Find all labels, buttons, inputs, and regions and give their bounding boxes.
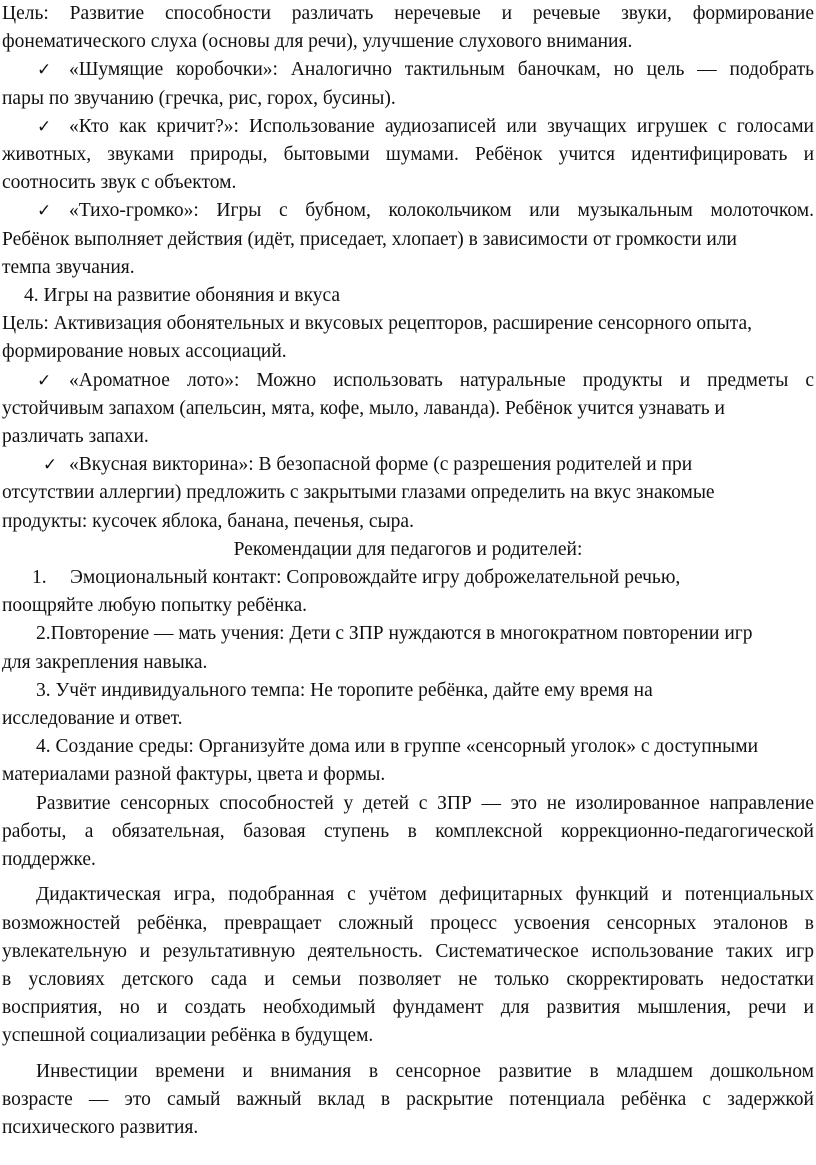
text-line: Дидактическая игра, подобранная с учётом дефицитарных функций и потенциальных — [36, 884, 814, 906]
text-line: «Тихо-громко»: Игры с бубном, колокольчиком или музыкальным молоточком. — [69, 200, 814, 222]
text-line: 4. Создание среды: Организуйте дома или в группе «сенсорный уголок» с доступными — [36, 736, 759, 758]
text-line: поддержке. — [2, 849, 96, 871]
text-line: Эмоциональный контакт: Сопровождайте игру доброжелательной речью, — [70, 567, 681, 589]
text-line: восприятия, но и создать необходимый фундамент для развития мышления, речи и — [2, 997, 814, 1019]
bullet-item — [2, 367, 814, 452]
text-line: в условиях детского сада и семьи позволяет не только скорректировать недостатки — [2, 968, 814, 990]
text-line: Развитие сенсорных способностей у детей с ЗПР — это не изолированное направление — [36, 792, 814, 814]
bullet-item — [2, 197, 814, 282]
conclusion-paragraph — [2, 1058, 814, 1143]
bullet-item — [2, 56, 814, 112]
text-line: Инвестиции времени и внимания в сенсорное развитие в младшем дошкольном — [36, 1060, 814, 1082]
text-line: работы, а обязательная, базовая ступень в комплексной коррекционно-педагогической — [2, 820, 814, 842]
checkmark-icon: ✓ — [37, 116, 52, 137]
text-line: Цель: Развитие способности различать неречевые и речевые звуки, формирование — [2, 3, 814, 24]
text-line: отсутствии аллергии) предложить с закрытыми глазами определить на вкус знакомые — [2, 482, 715, 504]
text-line: поощряйте любую попытку ребёнка. — [2, 595, 308, 617]
text-line: пары по звучанию (гречка, рис, горох, бусины). — [2, 87, 396, 109]
checkmark-icon: ✓ — [37, 60, 52, 81]
checkmark-icon: ✓ — [37, 201, 52, 222]
text-line: соотносить звук с объектом. — [2, 172, 237, 194]
text-line: Ребёнок выполняет действия (идёт, приседает, хлопает) в зависимости от громкости или — [2, 228, 737, 250]
checkmark-icon: ✓ — [37, 370, 52, 391]
text-line: исследование и ответ. — [2, 708, 183, 730]
text-line: фонематического слуха (основы для речи), улучшение слухового внимания. — [2, 31, 633, 53]
recommendation-item — [2, 620, 814, 676]
conclusion-paragraph — [2, 790, 814, 875]
text-line: увлекательную и результативную деятельность. Систематическое использование таких игр — [2, 940, 814, 962]
text-line: возможностей ребёнка, превращает сложный процесс усвоения сенсорных эталонов в — [2, 912, 814, 934]
recommendation-item — [2, 733, 814, 789]
text-line: формирование новых ассоциаций. — [2, 341, 287, 363]
text-line: «Кто как кричит?»: Использование аудиозаписей или звучащих игрушек с голосами — [69, 115, 814, 137]
bullet-item — [2, 113, 814, 198]
checkmark-icon: ✓ — [42, 455, 58, 476]
list-number: 1. — [32, 567, 47, 589]
goal-paragraph-hearing — [2, 0, 814, 56]
text-line: для закрепления навыка. — [2, 651, 208, 673]
conclusion-paragraph — [2, 881, 814, 1050]
bullet-item — [2, 451, 814, 536]
text-line: «Ароматное лото»: Можно использовать натуральные продукты и предметы с — [69, 369, 814, 391]
recommendation-item — [2, 677, 814, 733]
text-line: продукты: кусочек яблока, банана, печенья, сыра. — [2, 510, 414, 532]
text-line: 2.Повторение — мать учения: Дети с ЗПР нуждаются в многократном повторении игр — [36, 623, 753, 645]
text-line: устойчивым запахом (апельсин, мята, кофе, мыло, лаванда). Ребёнок учится узнавать и — [2, 397, 725, 419]
recommendation-item — [2, 564, 814, 620]
goal-paragraph-smell-taste — [2, 310, 814, 366]
recommendations-title: Рекомендации для педагогов и родителей: — [233, 538, 583, 560]
text-line: 3. Учёт индивидуального темпа: Не торопите ребёнка, дайте ему время на — [36, 679, 653, 701]
text-line: темпа звучания. — [2, 256, 135, 278]
text-line: Цель: Активизация обонятельных и вкусовых рецепторов, расширение сенсорного опыта, — [2, 313, 752, 335]
text-line: психического развития. — [2, 1116, 199, 1138]
section-heading: 4. Игры на развитие обоняния и вкуса — [24, 285, 341, 307]
text-line: «Вкусная викторина»: В безопасной форме (с разрешения родителей и при — [69, 454, 693, 476]
text-line: различать запахи. — [2, 426, 149, 448]
text-line: успешной социализации ребёнка в будущем. — [2, 1025, 374, 1047]
text-line: возрасте — это самый важный вклад в раскрытие потенциала ребёнка с задержкой — [2, 1088, 814, 1110]
text-line: материалами разной фактуры, цвета и формы. — [2, 764, 386, 786]
text-line: животных, звуками природы, бытовыми шумами. Ребёнок учится идентифицировать и — [2, 144, 814, 166]
text-line: «Шумящие коробочки»: Аналогично тактильным баночкам, но цель — подобрать — [69, 59, 814, 81]
